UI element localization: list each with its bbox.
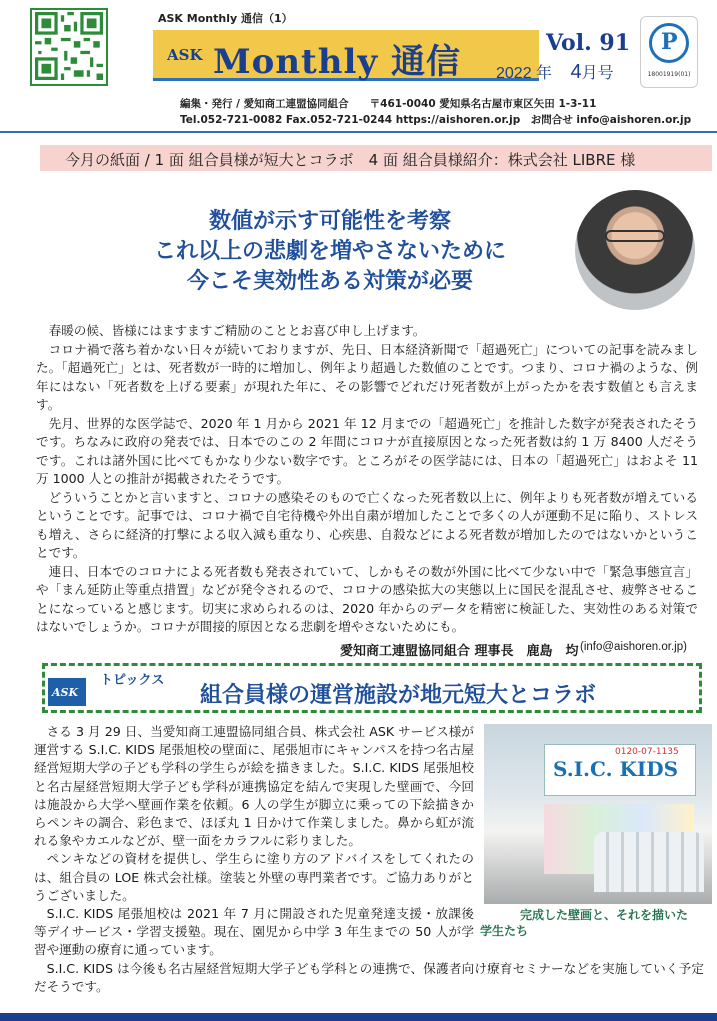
topics-body (34, 723, 474, 960)
topics-paragraph: S.I.C. KIDS 尾張旭校は 2021 年 7 月に開設された児童発達支援・放課後等デイサービス・学習支援塾。現在、園児から中学 3 年生までの 50 人が学習や運動の療育に通っています。 (34, 906, 474, 958)
photo-caption (480, 907, 689, 939)
issue-year: 2022 年 (496, 65, 553, 82)
school-sign (544, 744, 696, 796)
newsletter-title: Monthly 通信 (213, 42, 461, 82)
privacy-mark-letter: P (661, 29, 678, 55)
photo-caption-line-1: 完成した壁画と、それを描いた (520, 908, 689, 922)
table-of-contents (40, 145, 712, 171)
topics-paragraph: ペンキなどの資材を提供し、学生らに塗り方のアドバイスをしてくれたのは、組合員の LOE 株式会社様。塗装と外壁の専門業者です。ご協力ありがとうございました。 (34, 851, 474, 903)
volume-number: Vol. 91 (546, 30, 631, 56)
headline-line-2: これ以上の悲劇を増やさないために (153, 239, 506, 264)
headline-line-1: 数値が示す可能性を考察 (208, 209, 451, 234)
chairman-portrait (575, 190, 695, 310)
privacy-mark-badge (640, 16, 698, 88)
banner-ask: ASK (167, 46, 203, 64)
ask-logo (48, 678, 86, 706)
photo-caption-line-2: 学生たち (480, 924, 529, 938)
school-sign-tel: 0120-07-1135 (615, 747, 679, 757)
privacy-mark-number: 18001919(01) (647, 71, 691, 78)
article-paragraph: 春暖の候、皆様にはますますご精励のこととお喜び申し上げます。 (48, 323, 426, 338)
issue-date (496, 60, 614, 84)
mural-photo (484, 724, 712, 904)
article-paragraph: コロナ禍で落ち着かない日々が続いておりますが、先日、日本経済新聞で「超過死亡」についての記事を読みました。「超過死亡」とは、死者数が一時的に増加し、例年より超過した数値のことです。つまり、コロナ禍のような、例年にはない「死者数を上げる要素」が現れた年に、その影響でどれだけ死者数が上がったかを表す数値とも言えます。 (36, 341, 698, 412)
signature-email: (info@aishoren.or.jp) (580, 641, 687, 653)
qr-code-icon (35, 12, 103, 80)
ask-logo-text: ASK (52, 686, 79, 699)
topics-paragraph: S.I.C. KIDS は今後も名古屋経営短期大学子ども学科との連携で、保護者向け療育セミナーなどを実施していく予定だそうです。 (34, 961, 704, 995)
glasses-icon (605, 230, 665, 242)
article-paragraph: どういうことかと言いますと、コロナの感染そのもので亡くなった死者数以上に、例年よりも死者数が増えているということです。記事では、コロナ禍で自宅待機や外出自粛が増加したことで多くの人が運動不足に陥り、ストレスも増え、さらに経済的打撃による収入減も重なり、心疾患、自殺などによる死者数が増加したのではないかということです。 (36, 489, 698, 560)
students-group (594, 832, 704, 892)
article-headline (100, 207, 560, 297)
signature: 愛知商工連盟協同組合 理事長 鹿島 均 (340, 644, 579, 659)
toc-text: 今月の紙面 / 1 面 組合員様が短大とコラボ 4 面 組合員様紹介：株式会社 LIBRE 様 (65, 151, 636, 169)
school-sign-name: S.I.C. KIDS (553, 757, 679, 781)
topics-body-continued (34, 960, 704, 996)
topics-title: 組合員様の運営施設が地元短大とコラボ (200, 683, 597, 708)
issue-label: ASK Monthly 通信（1） (158, 12, 293, 25)
issue-month-suffix: 月号 (581, 65, 614, 82)
header-divider (0, 131, 717, 133)
topics-paragraph: さる 3 月 29 日、当愛知商工連盟協同組合員、株式会社 ASK サービス様が運営する S.I.C. KIDS 尾張旭校の壁面に、尾張旭市にキャンパスを持つ名古屋経営短期大学の子ども学科の学生らが絵を描きました。S.I.C. KIDS 尾張旭校と名古屋経営短期大学子ども学科が連携協定を結んで実現した壁画で、今回は施設から大学へ壁画作業を依頼。6 人の学生が脚立に乗っての下絵描きからペンキの調合、彩色まで、ほぼ丸 1 日かけて作業しました。鼻から虹が流れる象やカエルなどが、壁一面をカラフルに彩りました。 (34, 724, 474, 849)
issue-month: 4 (570, 61, 582, 83)
topics-label: トピックス (100, 673, 165, 688)
headline-line-3: 今こそ実効性ある対策が必要 (186, 269, 473, 294)
publisher-contact: Tel.052-721-0082 Fax.052-721-0244 https://aishoren.or.jp お問合せ info@aishoren.or.jp (180, 114, 692, 126)
article-body (36, 322, 698, 637)
title-banner (153, 30, 539, 81)
masthead (0, 0, 717, 132)
article-paragraph: 先月、世界的な医学誌で、2020 年 1 月から 2021 年 12 月までの「超過死亡」を推計した数字が発表されたそうです。ちなみに政府の発表では、日本でのこの 2 年間にコロナが直接原因となった死者数は約 1 万 8400 人だそうです。これは諸外国に比べてもかなり少ない数字です。ところがその医学誌には、日本の「超過死亡」はおよそ 11 万 1000 人との推計が掲載されたそうです。 (36, 415, 698, 486)
article-paragraph: 連日、日本でのコロナによる死者数も発表されていて、しかもその数が外国に比べて少ない中で「緊急事態宣言」や「まん延防止等重点措置」などが発令されるので、コロナの感染拡大の実態以上に国民を混乱させ、疲弊させることになっていると感じます。切実に求められるのは、2020 年からのデータを精密に検証した、実効性のある対策ではないでしょうか。コロナが間接的原因となる悲劇を増やさないためにも。 (36, 563, 698, 634)
publisher-address: 編集・発行 / 愛知商工連盟協同組合 〒461-0040 愛知県名古屋市東区矢田 1-3-11 (180, 98, 597, 110)
footer-bar (0, 1013, 717, 1021)
